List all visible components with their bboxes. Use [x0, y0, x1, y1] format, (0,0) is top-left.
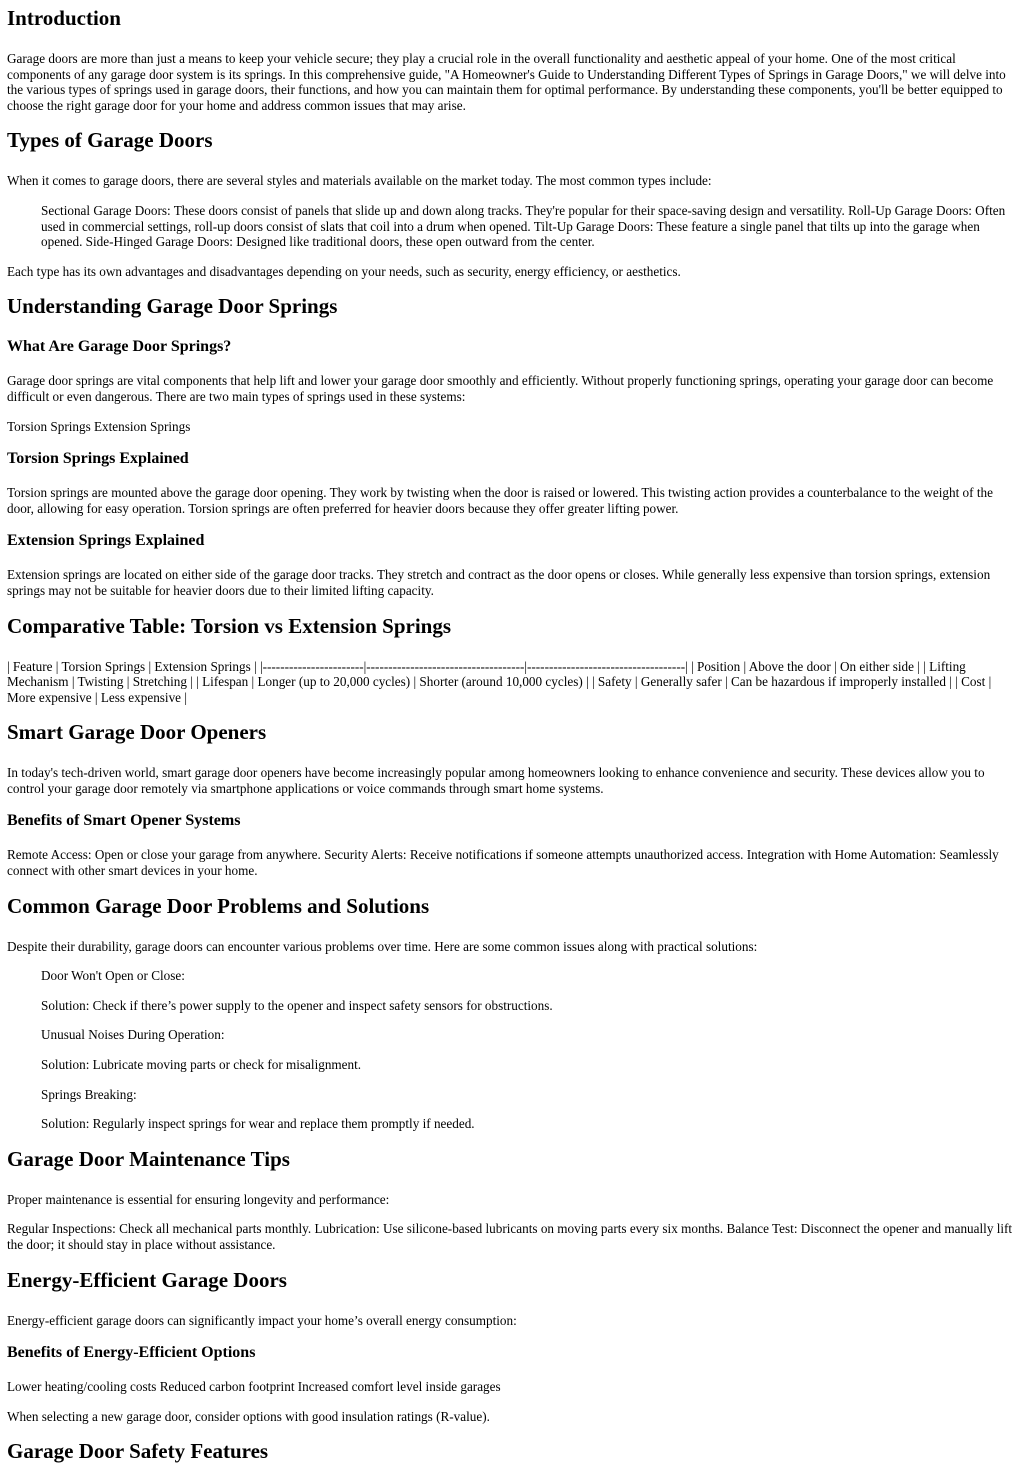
solution-item: Solution: Lubricate moving parts or check for misalignment. — [41, 1057, 362, 1073]
maintenance-paragraph: Regular Inspections: Check all mechanical parts monthly. Lubrication: Use silicone-based lubricants on moving parts every six months. Balance Test: Disconnect the opener and manually lift the door; it should stay in place without assistance. — [7, 1221, 1013, 1252]
maintenance-intro: Proper maintenance is essential for ensuring longevity and performance: — [7, 1191, 390, 1207]
heading-energy-benefits: Benefits of Energy-Efficient Options — [7, 1344, 256, 1362]
heading-common-problems: Common Garage Door Problems and Solutions — [7, 893, 430, 918]
heading-smart-openers: Smart Garage Door Openers — [7, 720, 267, 745]
article — [0, 6, 1024, 1464]
types-outro: Each type has its own advantages and disadvantages depending on your needs, such as security, energy efficiency, or aesthetics. — [7, 263, 681, 279]
heading-understanding-springs: Understanding Garage Door Springs — [7, 294, 338, 319]
what-are-springs-paragraph: Garage door springs are vital components that help lift and lower your garage door smoothly and efficiently. Without properly functioning springs, operating your garage door can become difficult or even dangerous. There are two main types of springs used in these systems: — [7, 373, 994, 404]
heading-maintenance-tips: Garage Door Maintenance Tips — [7, 1146, 290, 1171]
types-intro: When it comes to garage doors, there are several styles and materials available on the market today. The most common types include: — [7, 173, 712, 189]
introduction-paragraph: Garage doors are more than just a means to keep your vehicle secure; they play a crucial role in the overall functionality and aesthetic appeal of your home. One of the most critical components of any garage door system is its springs. In this comprehensive guide, "A Homeowner's Guide to Understanding Different Types of Springs in Garage Doors," we will delve into the various types of springs used in garage doors, their functions, and how you can maintain them for optimal performance. By understanding these components, you'll be better equipped to choose the right garage door for your home and address common issues that may arise. — [7, 51, 1006, 113]
heading-extension-springs: Extension Springs Explained — [7, 532, 205, 550]
heading-what-are-springs: What Are Garage Door Springs? — [7, 338, 232, 356]
heading-torsion-springs: Torsion Springs Explained — [7, 450, 189, 468]
problem-item: Unusual Noises During Operation: — [41, 1027, 225, 1043]
comparative-table-text: | Feature | Torsion Springs | Extension Springs | |-----------------------|------------------------------------|------------------------------------| | Position | Above the door | On either side | | Lifting Mechanism | Twisting | Stretching | | Lifespan | Longer (up to 20,000 cycles) | Shorter (around 10,000 cycles) | | Safety | Generally safer | Can be hazardous if improperly installed | | Cost | More expensive | Less expensive | — [7, 658, 992, 705]
types-blockquote: Sectional Garage Doors: These doors consist of panels that slide up and down along tracks. They're popular for their space-saving design and versatility. Roll-Up Garage Doors: Often used in commercial settings, roll-up doors consist of slats that coil into a drum when opened. Tilt-Up Garage Doors: These feature a single panel that tilts up into the garage when opened. Side-Hinged Garage Doors: Designed like traditional doors, these open outward from the center. — [41, 202, 1006, 250]
solution-item: Solution: Check if there’s power supply to the opener and inspect safety sensors for obstructions. — [41, 997, 553, 1013]
problems-intro: Despite their durability, garage doors can encounter various problems over time. Here are some common issues along with practical solutions: — [7, 938, 758, 954]
energy-intro: Energy-efficient garage doors can significantly impact your home’s overall energy consumption: — [7, 1312, 517, 1328]
energy-outro: When selecting a new garage door, consider options with good insulation ratings (R-value). — [7, 1408, 490, 1424]
solution-item: Solution: Regularly inspect springs for wear and replace them promptly if needed. — [41, 1116, 475, 1132]
heading-energy-efficient: Energy-Efficient Garage Doors — [7, 1267, 287, 1292]
torsion-paragraph: Torsion springs are mounted above the garage door opening. They work by twisting when the door is raised or lowered. This twisting action provides a counterbalance to the weight of the door, allowing for easy operation. Torsion springs are often preferred for heavier doors because they offer greater lifting power. — [7, 485, 993, 516]
spring-types-line: Torsion Springs Extension Springs — [7, 418, 191, 434]
smart-benefits-paragraph: Remote Access: Open or close your garage from anywhere. Security Alerts: Receive notifications if someone attempts unauthorized access. Integration with Home Automation: Seamlessly connect with other smart devices in your home. — [7, 847, 999, 879]
heading-safety-features: Garage Door Safety Features — [7, 1439, 269, 1464]
heading-comparative-table: Comparative Table: Torsion vs Extension Springs — [7, 613, 452, 638]
problem-item: Springs Breaking: — [41, 1086, 137, 1102]
energy-benefits-paragraph: Lower heating/cooling costs Reduced carbon footprint Increased comfort level inside garages — [7, 1379, 501, 1395]
heading-smart-benefits: Benefits of Smart Opener Systems — [7, 812, 241, 830]
extension-paragraph: Extension springs are located on either side of the garage door tracks. They stretch and contract as the door opens or closes. While generally less expensive than torsion springs, extension springs may not be suitable for heavier doors due to their limited lifting capacity. — [7, 567, 991, 598]
heading-types-of-garage-doors: Types of Garage Doors — [7, 128, 213, 153]
heading-introduction: Introduction — [7, 6, 121, 30]
smart-openers-paragraph: In today's tech-driven world, smart garage door openers have become increasingly popular among homeowners looking to enhance convenience and security. These devices allow you to control your garage door remotely via smartphone applications or voice commands through smart home systems. — [7, 765, 985, 796]
problem-item: Door Won't Open or Close: — [41, 968, 185, 984]
